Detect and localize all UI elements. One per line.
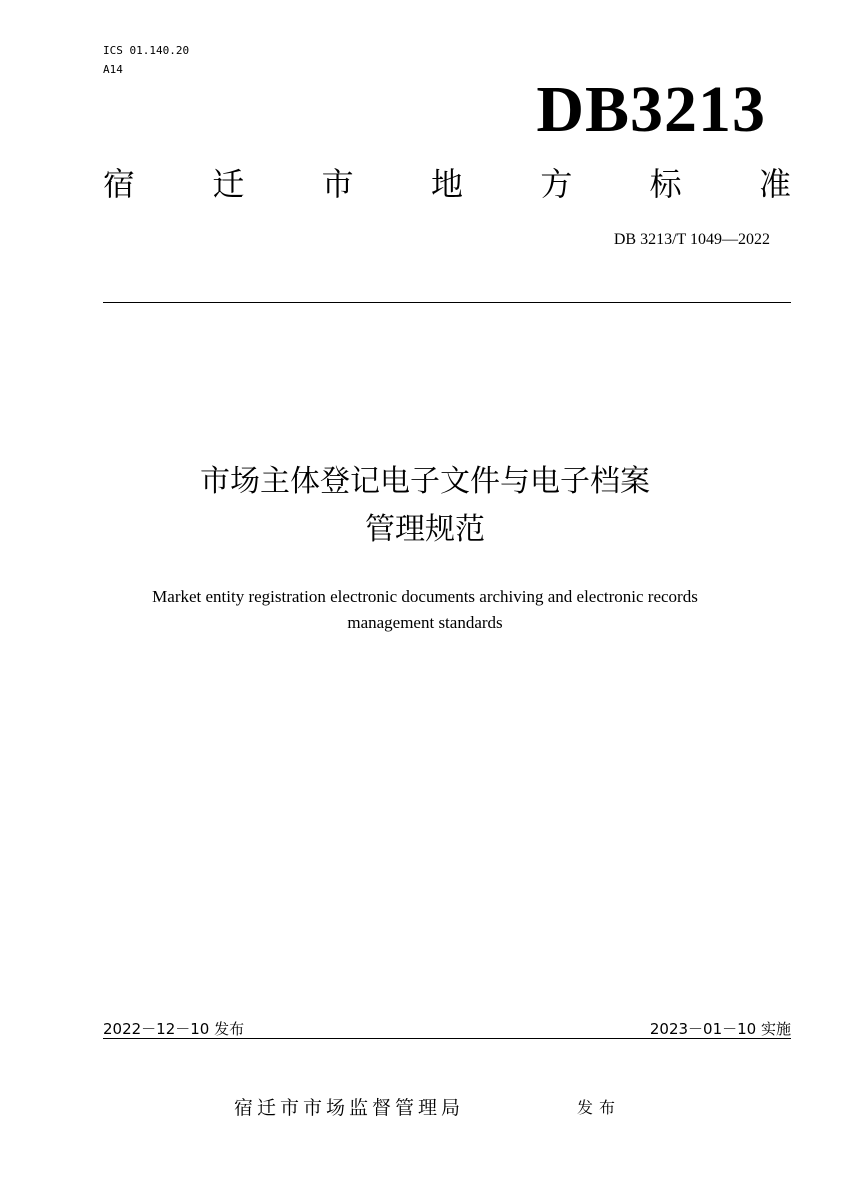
title-en-line-1: Market entity registration electronic documents archiving and electronic records xyxy=(152,587,698,606)
issuing-authority: 宿迁市市场监督管理局 xyxy=(234,1097,465,1119)
standard-type-char: 标 xyxy=(649,165,682,203)
title-cn-line-2: 管理规范 xyxy=(365,512,485,547)
header-divider xyxy=(103,302,791,303)
standard-type-char: 准 xyxy=(758,165,791,203)
title-en-line-2: management standards xyxy=(347,613,503,632)
title-cn-line-1: 市场主体登记电子文件与电子档案 xyxy=(200,464,650,499)
standard-type-char: 市 xyxy=(321,165,354,203)
ics-code: ICS 01.140.20 xyxy=(103,44,190,57)
standard-logo: DB3213 xyxy=(536,73,766,146)
standard-type-char: 方 xyxy=(540,165,573,203)
issue-date: 2022－12－10 发布 xyxy=(103,1020,245,1038)
classification-code: A14 xyxy=(103,63,123,76)
standard-number: DB 3213/T 1049—2022 xyxy=(613,231,770,248)
standard-type-char: 迁 xyxy=(212,165,245,203)
standard-type-char: 宿 xyxy=(103,165,136,203)
document-title-en xyxy=(0,584,850,636)
issue-label: 发布 xyxy=(577,1098,622,1117)
footer-divider xyxy=(103,1038,791,1039)
document-title-cn xyxy=(0,458,850,554)
standard-type xyxy=(103,162,791,206)
standard-type-char: 地 xyxy=(430,165,463,203)
implementation-date: 2023－01－10 实施 xyxy=(649,1020,791,1038)
